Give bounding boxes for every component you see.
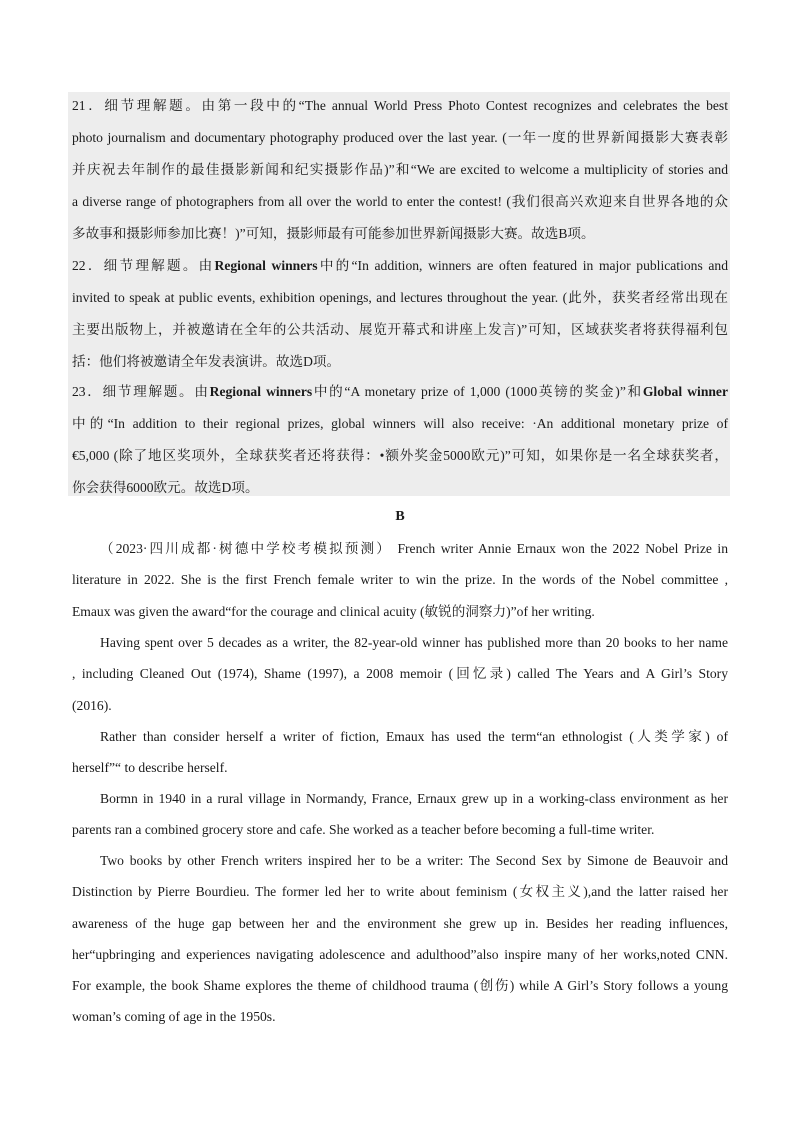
article-line: For example, the book Shame explores the theme of childhood trauma (创伤) while A Girl’s Story follows a young [72,978,728,993]
answer-text: 23．细节理解题。由 [72,384,210,399]
answer-line: a diverse range of photographers from all over the world to enter the contest! (我们很高兴欢迎来自世界各地的众 [72,194,728,209]
article-line: woman’s coming of age in the 1950s. [72,1009,276,1024]
article-line: Having spent over 5 decades as a writer, the 82-year-old winner has published more than 20 books to her name [100,635,728,650]
article-line: Rather than consider herself a writer of fiction, Emaux has used the term“an ethnologist (人类学家) of [100,729,728,744]
answer-line: 主要出版物上，并被邀请在全年的公共活动、展览开幕式和讲座上发言)”可知，区域获奖者将获得福利包 [72,322,728,337]
answer-line [72,383,728,401]
answer-line [72,257,728,275]
article-line: , including Cleaned Out (1974), Shame (1997), a 2008 memoir (回忆录) called The Years and A Girl’s Story [72,666,728,681]
answer-text: 中的“In addition, winners are often featured in major publications and [317,258,729,273]
article-line: herself”“ to describe herself. [72,760,228,775]
answer-text: 中的“A monetary prize of 1,000 (1000英镑的奖金)”和 [312,384,643,399]
article-line: Emaux was given the award“for the courage and clinical acuity (敏锐的洞察力)”of her writing. [72,604,595,619]
article-line: （2023·四川成都·树德中学校考模拟预测） French writer Annie Ernaux won the 2022 Nobel Prize in [100,541,728,556]
section-heading: B [395,509,405,524]
answer-bold-term: Regional winners [214,258,318,273]
answer-bold-term: Regional winners [209,384,313,399]
answer-line: 21．细节理解题。由第一段中的“The annual World Press Photo Contest recognizes and celebrates the best [72,98,728,113]
answer-line: 多故事和摄影师参加比赛！)”可知，摄影师最有可能参加世界新闻摄影大赛。故选B项。 [72,226,595,241]
article-line: parents ran a combined grocery store and cafe. She worked as a teacher before becoming a full-time writer. [72,822,655,837]
answer-line: 括：他们将被邀请全年发表演讲。故选D项。 [72,354,341,369]
answer-text: 22．细节理解题。由 [72,258,215,273]
article-line: Distinction by Pierre Bourdieu. The former led her to write about feminism (女权主义),and the latter raised her [72,884,728,899]
article-line: her“upbringing and experiences navigating adolescence and adulthood”also inspire many of her works,noted CNN. [72,947,728,962]
article-line: awareness of the huge gap between her and the environment she grew up in. Besides her reading influences, [72,916,728,931]
answer-line: 并庆祝去年制作的最佳摄影新闻和纪实摄影作品)”和“We are excited to welcome a multiplicity of stories and [72,162,728,177]
answer-line: 你会获得6000欧元。故选D项。 [72,480,259,495]
article-line: Bormn in 1940 in a rural village in Normandy, France, Ernaux grew up in a working-class environment as her [100,791,728,806]
article-line: literature in 2022. She is the first French female writer to win the prize. In the words of the Nobel committee , [72,572,728,587]
article-line: Two books by other French writers inspired her to be a writer: The Second Sex by Simone de Beauvoir and [100,853,728,868]
answer-line: 中的“In addition to their regional prizes, global winners will also receive: ·An additional monetary prize of [72,416,728,431]
answer-bold-term: Global winner [642,384,729,399]
answer-line: €5,000 (除了地区奖项外，全球获奖者还将获得：•额外奖金5000欧元)”可知，如果你是一名全球获奖者， [72,448,728,463]
answer-line: photo journalism and documentary photography produced over the last year. (一年一度的世界新闻摄影大赛表彰 [72,130,728,145]
answer-line: invited to speak at public events, exhibition openings, and lectures throughout the year. (此外，获奖者经常出现在 [72,290,728,305]
article-line: (2016). [72,698,112,713]
